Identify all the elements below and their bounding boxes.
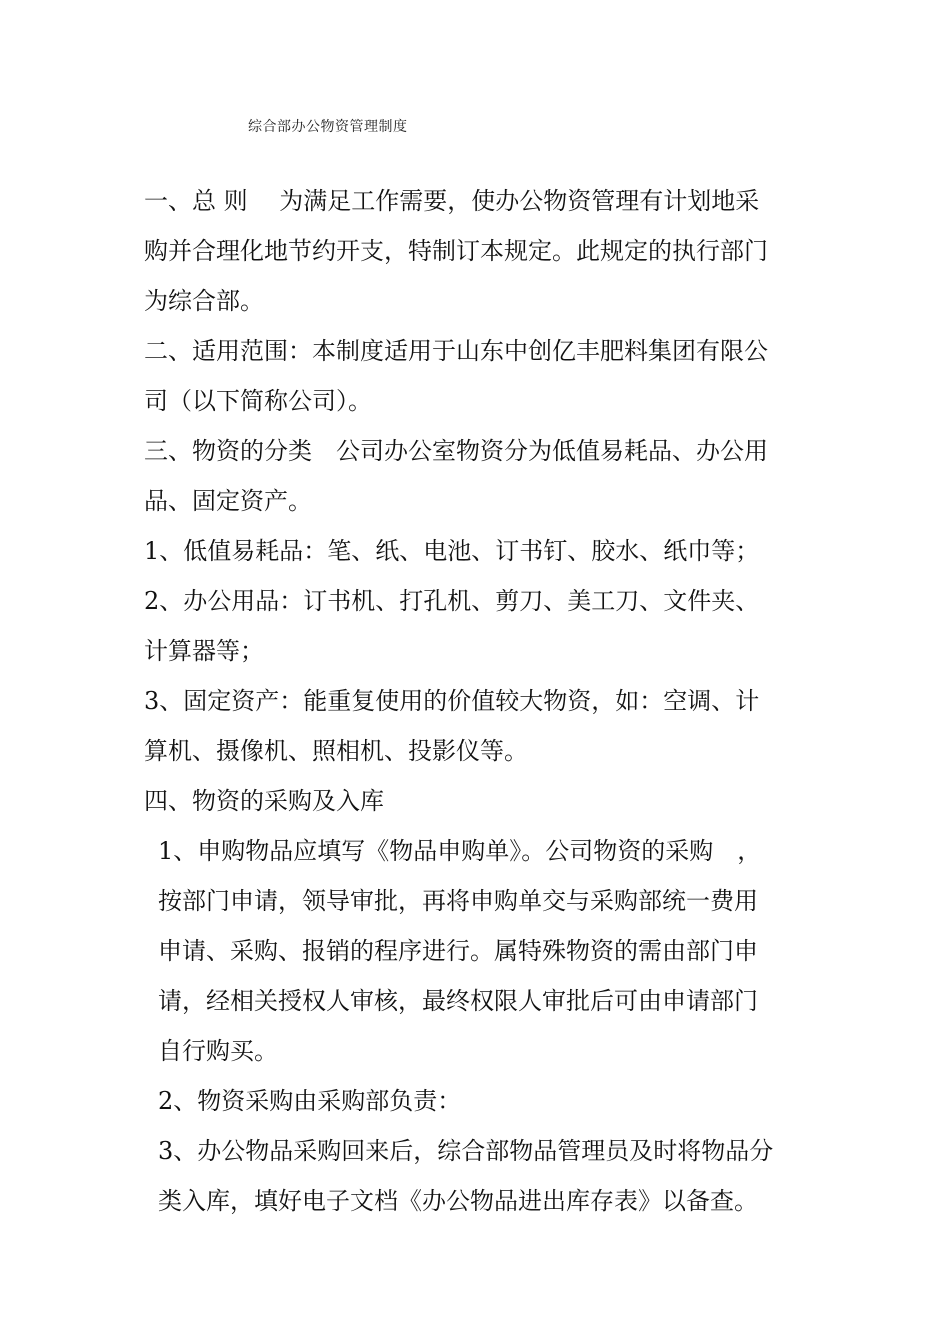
- body-line: 自行购买。: [158, 1037, 278, 1065]
- body-line: 二、适用范围：本制度适用于山东中创亿丰肥料集团有限公: [144, 337, 768, 365]
- body-line: 按部门申请，领导审批，再将申购单交与采购部统一费用: [158, 887, 758, 915]
- body-line: 2、办公用品：订书机、打孔机、剪刀、美工刀、文件夹、: [144, 587, 760, 615]
- body-line: 司（以下简称公司）。: [144, 387, 372, 415]
- document-title: 综合部办公物资管理制度: [248, 119, 408, 135]
- body-line: 3、固定资产：能重复使用的价值较大物资，如：空调、计: [144, 687, 760, 715]
- body-line: 一、总 则 为满足工作需要，使办公物资管理有计划地采: [144, 187, 760, 215]
- body-line: 请，经相关授权人审核，最终权限人审批后可由申请部门: [158, 987, 758, 1015]
- document-body: [144, 176, 812, 1226]
- body-line: 算机、摄像机、照相机、投影仪等。: [144, 737, 528, 765]
- body-line: 1、申购物品应填写《物品申购单》。公司物资的采购 ，: [158, 837, 762, 865]
- body-line: 四、物资的采购及入库: [144, 787, 384, 815]
- body-line: 购并合理化地节约开支，特制订本规定。此规定的执行部门: [144, 237, 768, 265]
- body-line: 1、低值易耗品：笔、纸、电池、订书钉、胶水、纸巾等；: [144, 537, 760, 565]
- body-line: 类入库，填好电子文档《办公物品进出库存表》以备查。: [158, 1187, 758, 1215]
- body-line: 申请、采购、报销的程序进行。属特殊物资的需由部门申: [158, 937, 758, 965]
- body-line: 计算器等；: [144, 637, 264, 665]
- body-line: 为综合部。: [144, 287, 264, 315]
- body-line: 三、物资的分类 公司办公室物资分为低值易耗品、办公用: [144, 437, 768, 465]
- body-line: 3、办公物品采购回来后，综合部物品管理员及时将物品分: [158, 1137, 774, 1165]
- body-line: 品、固定资产。: [144, 487, 312, 515]
- body-line: 2、物资采购由采购部负责：: [158, 1087, 462, 1115]
